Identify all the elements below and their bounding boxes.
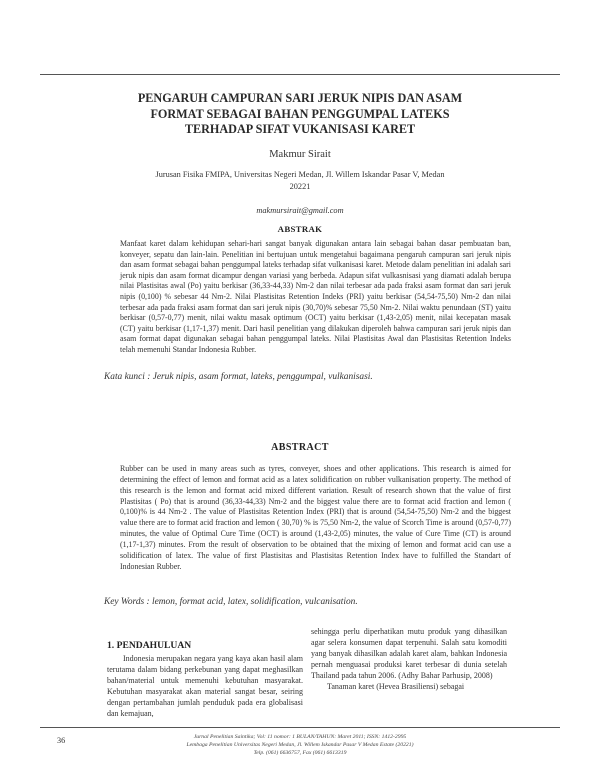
author-email: makmursirait@gmail.com xyxy=(256,206,344,215)
author-name: Makmur Sirait xyxy=(269,149,331,160)
intro-right-text-2: Tanaman karet (Hevea Brasiliensi) sebagai xyxy=(327,681,465,691)
section-heading-pendahuluan: 1. PENDAHULUAN xyxy=(107,640,192,651)
intro-right-text-1: sehingga perlu diperhatikan mutu produk yang dihasilkan agar selera konsumen dapat terpenuhi. Salah satu komoditi yang banyak dihasilkan adalah karet alam, bahkan Indonesia pernah menguasai produksi karet terbesar di dunia setelah Thailand pada tahun 2006. (Adhy Bahar Parhusip, 2008) xyxy=(311,627,507,680)
footer-line-3: Telp. (061) 6636757, Fax (061) 6613319 xyxy=(253,750,347,756)
title-line-3: TERHADAP SIFAT VUKANISASI KARET xyxy=(184,122,416,136)
author-affiliation: Jurusan Fisika FMIPA, Universitas Negeri Medan, Jl. Willem Iskandar Pasar V, Medan 20221 xyxy=(155,170,445,191)
header-rule xyxy=(40,74,560,75)
intro-right-column xyxy=(311,627,507,692)
kata-kunci: Kata kunci : Jeruk nipis, asam format, lateks, penggumpal, vulkanisasi. xyxy=(104,372,373,382)
journal-footer xyxy=(140,733,460,757)
abstrak-body: Manfaat karet dalam kehidupan sehari-hari sangat banyak digunakan antara lain sebagai bahan dasar pembuatan ban, konveyer, sepatu dan lain-lain. Penelitian ini bertujuan untuk mengetahui bagaimana pengaruh campuran sari jeruk nipis dan asam format sebagai bahan penggumpal lateks terhadap sifat vulkanisasi karet. Metode dalam penelitian ini adalah sari jeruk nipis dan asam format dicampur dengan variasi yang berbeda. Adapun sifat vulkasnisasi yang diamati adalah berupa nilai Plastisitas awal (Po) yaitu berkisar (36,33-44,33) Nm-2 dan nilai terbesar ada pada fraksi asam format dan sari jeruk nipis (0,100) % sebesar 44 Nm-2. Nilai Plastisitas Retention Indeks (PRI) yaitu berkisar (54,54-75,50) Nm-2 dan nilai terbesar ada pada fraksi asam format dan sari jeruk nipis (30,70)% sebesar 75,50 Nm-2. Nilai waktu penundaan (ST) yaitu berkisar (0,57-0,77) menit, nilai waktu masak optimum (OCT) yaitu berkisar (1,43-2,05) menit, nilai kecepatan masak (CT) yaitu berkisar (1,17-1,37) menit. Dari hasil penelitian yang dilakukan diperoleh bahwa campuran sari jeruk nipis dan asam format dapat digunakan sebagai bahan penggumpal lateks. Nilai Plastisitas Awal dan Plastisitas Retention Indeks telah memenuhi Standar Indonesia Rubber. xyxy=(120,239,511,354)
abstrak-heading: ABSTRAK xyxy=(277,224,323,234)
abstract-body: Rubber can be used in many areas such as tyres, conveyer, shoes and other applications. This research is aimed for determining the effect of lemon and format acid as a latex solidification on rubber vulkanisation property. The method of this research is the lemon and format acid mixed different variation. Result of research shown that the value of first Plastisitas ( Po) that is around (36,33-44,33) Nm-2 and the biggest value there are to format acid fraction and lemon ( 0,100)% is 44 Nm-2 . The value of Plastisitas Retention Index (PRI) that is around (54,54-75,50) Nm-2 and the biggest value there are to format acid fraction and lemon ( 30,70) % is 75,50 Nm-2, the value of Scorch Time is around (0,57-0,77) minutes, the value of Optimal Cure Time (OCT) is around (1,43-2,05) minutes, the value of Cure Time (CT) is around (1,17-1,37) minutes. From the result of observation to be obtained that the mixing of lemon and format acid can use a solidification of latex. The value of first Plastisitas and Plastisitas Retention Index have to fulfilled the Standart of Indonesian Rubber. xyxy=(120,464,511,571)
page-number: 36 xyxy=(57,736,66,745)
paper-title xyxy=(90,91,510,138)
footer-line-1: Jurnal Penelitian Saintika; Vol: 11 nomor: 1 BULAN/TAHUN: Maret 2011; ISSN: 1412-2995 xyxy=(193,734,407,740)
footer-rule xyxy=(40,727,560,728)
intro-left-text: Indonesia merupakan negara yang kaya akan hasil alam terutama dalam bidang perkebunan yang dapat meghasilkan bahan/material untuk memenuhi kebutuhan masyarakat. Kebutuhan masyarakat akan material sangat besar, seiring dengan pertambahan jumlah penduduk pada era globalisasi dan kemajuan, xyxy=(107,654,303,718)
intro-left-column xyxy=(107,641,303,720)
key-words: Key Words : lemon, format acid, latex, solidification, vulcanisation. xyxy=(104,597,358,607)
title-line-2: FORMAT SEBAGAI BAHAN PENGGUMPAL LATEKS xyxy=(150,106,450,121)
abstract-heading: ABSTRACT xyxy=(271,442,329,453)
footer-line-2: Lembaga Penelitian Universitas Negeri Medan, Jl. Willem Iskandar Pasar V Medan Estate (20221) xyxy=(186,742,414,748)
title-line-1: PENGARUH CAMPURAN SARI JERUK NIPIS DAN ASAM xyxy=(137,91,463,105)
